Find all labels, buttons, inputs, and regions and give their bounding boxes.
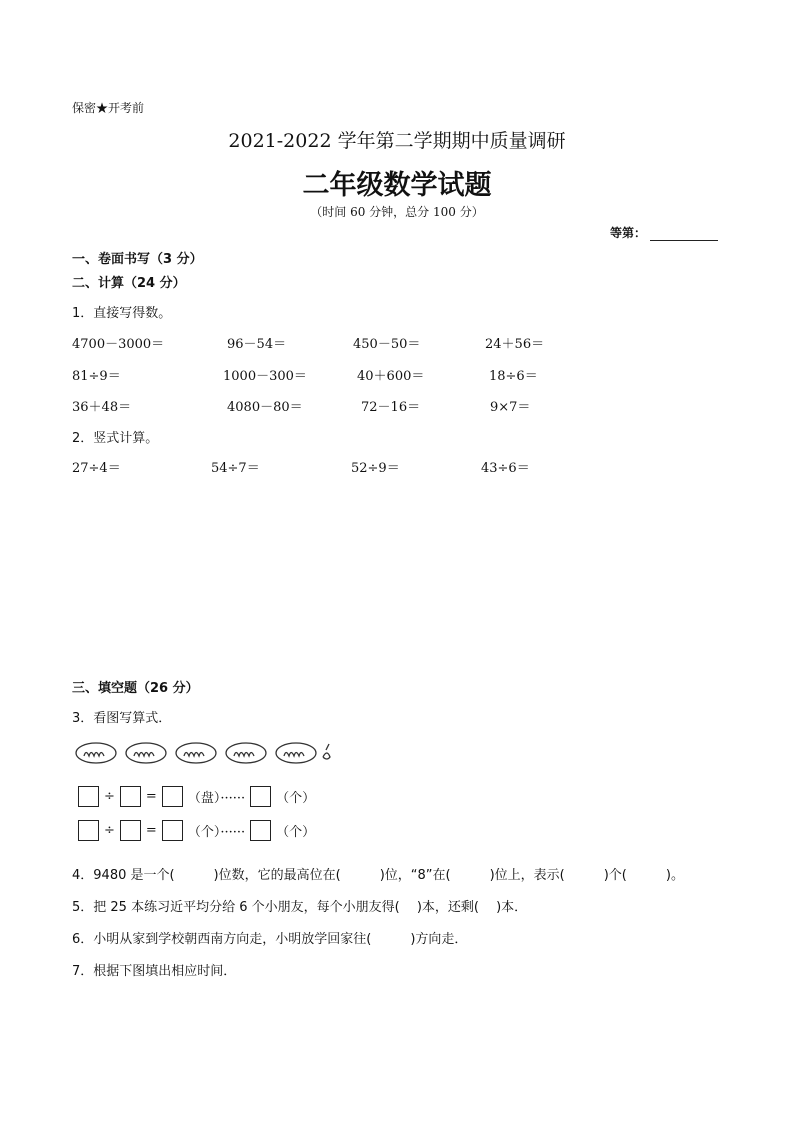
plate-icon bbox=[276, 743, 316, 763]
vertical-calc-item: 52÷9＝ bbox=[351, 461, 400, 476]
grade-label: 等第： bbox=[610, 226, 647, 240]
calc-item: 4080－80＝ bbox=[227, 400, 303, 415]
equals-sign: = bbox=[145, 789, 157, 804]
plate-icon bbox=[126, 743, 166, 763]
calc-item: 4700－3000＝ bbox=[72, 337, 165, 352]
grade-field bbox=[610, 224, 718, 241]
exam-title: 2021-2022 学年第二学期期中质量调研 bbox=[228, 130, 566, 152]
section2-title: 二、计算（24 分） bbox=[72, 276, 186, 291]
subject-title: 二年级数学试题 bbox=[302, 170, 492, 201]
calc-item: 81÷9＝ bbox=[72, 369, 121, 384]
answer-box[interactable] bbox=[78, 786, 99, 807]
q4-text: 4．9480 是一个( )位数，它的最高位在( )位，“8”在( )位上，表示( )个( )。 bbox=[72, 868, 684, 883]
grade-blank[interactable] bbox=[650, 228, 718, 241]
calc-item: 72－16＝ bbox=[361, 400, 421, 415]
calc-item: 450－50＝ bbox=[353, 337, 421, 352]
plate-icon bbox=[176, 743, 216, 763]
answer-box[interactable] bbox=[162, 820, 183, 841]
time-note: （时间 60 分钟，总分 100 分） bbox=[310, 205, 484, 219]
calc-item: 9×7＝ bbox=[490, 400, 531, 415]
q2-label: 2．竖式计算。 bbox=[72, 431, 159, 446]
equals-sign: = bbox=[145, 823, 157, 838]
answer-box[interactable] bbox=[250, 786, 271, 807]
section1-title: 一、卷面书写（3 分） bbox=[72, 252, 203, 267]
q6-text: 6．小明从家到学校朝西南方向走，小明放学回家往( )方向走． bbox=[72, 932, 468, 947]
unit-text: （个） bbox=[276, 791, 316, 806]
unit-text: （盘）······ bbox=[187, 791, 246, 806]
plate-icon bbox=[226, 743, 266, 763]
equation-row-1 bbox=[78, 786, 320, 807]
q3-label: 3．看图写算式． bbox=[72, 711, 172, 726]
q5-text: 5．把 25 本练习近平均分给 6 个小朋友，每个小朋友得( )本，还剩( )本． bbox=[72, 900, 528, 915]
plates-picture bbox=[75, 740, 335, 770]
divide-sign: ÷ bbox=[104, 823, 115, 838]
unit-text: （个）······ bbox=[187, 825, 246, 840]
q1-label: 1．直接写得数。 bbox=[72, 306, 172, 321]
q7-text: 7．根据下图填出相应时间． bbox=[72, 964, 237, 979]
calc-item: 40＋600＝ bbox=[357, 369, 425, 384]
calc-item: 1000－300＝ bbox=[223, 369, 307, 384]
answer-box[interactable] bbox=[78, 820, 99, 841]
calc-item: 24＋56＝ bbox=[485, 337, 545, 352]
confidential-mark: 保密★开考前 bbox=[72, 101, 145, 115]
single-apple-icon bbox=[323, 744, 330, 759]
plate-icon bbox=[76, 743, 116, 763]
answer-box[interactable] bbox=[120, 786, 141, 807]
answer-box[interactable] bbox=[162, 786, 183, 807]
divide-sign: ÷ bbox=[104, 789, 115, 804]
answer-box[interactable] bbox=[250, 820, 271, 841]
unit-text: （个） bbox=[276, 825, 316, 840]
calc-item: 18÷6＝ bbox=[489, 369, 538, 384]
vertical-calc-item: 54÷7＝ bbox=[211, 461, 260, 476]
answer-box[interactable] bbox=[120, 820, 141, 841]
calc-item: 36＋48＝ bbox=[72, 400, 132, 415]
equation-row-2 bbox=[78, 820, 320, 841]
section3-title: 三、填空题（26 分） bbox=[72, 681, 199, 696]
vertical-calc-item: 27÷4＝ bbox=[72, 461, 121, 476]
vertical-calc-item: 43÷6＝ bbox=[481, 461, 530, 476]
plates-icon bbox=[75, 740, 335, 766]
calc-item: 96－54＝ bbox=[227, 337, 287, 352]
